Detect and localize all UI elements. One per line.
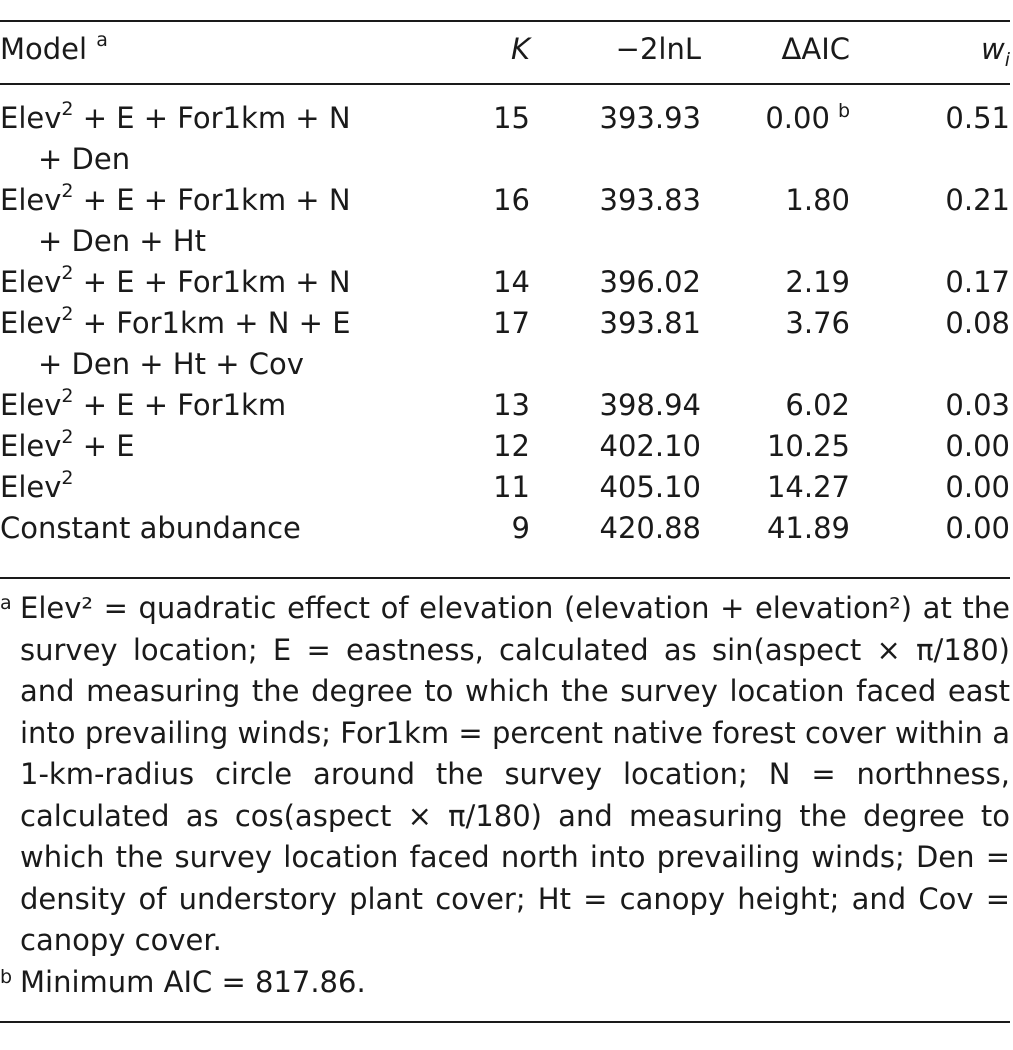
body-end-rule xyxy=(0,577,1010,579)
cell-loglik xyxy=(530,180,701,262)
header-loglik: −2lnL xyxy=(615,32,701,66)
squared-superscript: 2 xyxy=(61,180,74,203)
model-term: Elev xyxy=(0,429,62,463)
cell-delta-aic-value: 6.02 xyxy=(785,388,850,422)
model-term: Elev xyxy=(0,306,62,340)
cell-k xyxy=(460,467,530,508)
model-terms-rest: + For1km + N + E xyxy=(73,306,351,340)
cell-k xyxy=(460,385,530,426)
cell-weight xyxy=(850,303,1010,385)
table-row xyxy=(0,303,1010,385)
cell-k xyxy=(460,426,530,467)
cell-delta-aic xyxy=(701,508,850,549)
header-delta-aic: ΔAIC xyxy=(781,32,850,66)
footnote-b-text: Minimum AIC = 817.86. xyxy=(20,964,366,999)
cell-weight-value: 0.00 xyxy=(945,429,1010,463)
footnote-a xyxy=(0,588,1010,962)
cell-loglik-value: 398.94 xyxy=(599,388,701,422)
cell-k xyxy=(460,262,530,303)
cell-model xyxy=(0,262,460,303)
model-term: Elev xyxy=(0,183,62,217)
model-terms-rest: + E + For1km xyxy=(73,388,287,422)
cell-k-value: 16 xyxy=(493,183,530,217)
cell-k-value: 9 xyxy=(511,511,530,545)
header-row xyxy=(0,26,1010,78)
cell-k xyxy=(460,508,530,549)
cell-loglik xyxy=(530,303,701,385)
cell-model xyxy=(0,180,460,262)
header-model-label: Model xyxy=(0,32,88,66)
model-terms-continued: + Den xyxy=(38,142,131,176)
cell-delta-aic xyxy=(701,467,850,508)
table-row xyxy=(0,385,1010,426)
cell-weight-value: 0.00 xyxy=(945,470,1010,504)
cell-loglik xyxy=(530,426,701,467)
footnote-b-label: b xyxy=(0,965,13,988)
header-k: K xyxy=(510,32,530,66)
footnote-b xyxy=(0,962,1010,1004)
model-terms-rest: + E + For1km + N xyxy=(73,183,351,217)
model-terms-rest: + E + For1km + N xyxy=(73,265,351,299)
cell-model xyxy=(0,303,460,385)
cell-weight xyxy=(850,262,1010,303)
footnote-a-marker: a xyxy=(96,29,108,52)
cell-model xyxy=(0,467,460,508)
squared-superscript: 2 xyxy=(61,303,74,326)
cell-delta-aic xyxy=(701,180,850,262)
cell-delta-aic xyxy=(701,385,850,426)
cell-weight-value: 0.03 xyxy=(945,388,1010,422)
squared-superscript: 2 xyxy=(61,262,74,285)
model-terms-rest: + E xyxy=(73,429,135,463)
cell-weight xyxy=(850,385,1010,426)
squared-superscript: 2 xyxy=(61,426,74,449)
cell-weight-value: 0.51 xyxy=(945,101,1010,135)
cell-weight-value: 0.17 xyxy=(945,265,1010,299)
cell-k xyxy=(460,303,530,385)
footnote-a-label: a xyxy=(0,592,12,614)
cell-loglik xyxy=(530,467,701,508)
cell-model xyxy=(0,508,460,549)
table-row xyxy=(0,78,1010,180)
cell-loglik xyxy=(530,385,701,426)
cell-delta-aic xyxy=(701,426,850,467)
cell-loglik-value: 396.02 xyxy=(599,265,701,299)
table-row xyxy=(0,262,1010,303)
cell-k-value: 14 xyxy=(493,265,530,299)
cell-weight xyxy=(850,508,1010,549)
cell-model xyxy=(0,78,460,180)
cell-weight xyxy=(850,426,1010,467)
table-row xyxy=(0,426,1010,467)
cell-loglik xyxy=(530,508,701,549)
table-row xyxy=(0,180,1010,262)
cell-k-value: 13 xyxy=(493,388,530,422)
model-term: Elev xyxy=(0,388,62,422)
cell-delta-aic-value: 14.27 xyxy=(766,470,850,504)
model-terms-rest: + E + For1km + N xyxy=(73,101,351,135)
cell-loglik xyxy=(530,78,701,180)
cell-weight xyxy=(850,78,1010,180)
table-footnotes xyxy=(0,588,1010,1003)
model-term: Elev xyxy=(0,265,62,299)
table-body xyxy=(0,78,1010,549)
header-weight-base: w xyxy=(981,32,1005,66)
model-selection-table xyxy=(0,26,1010,549)
header-model xyxy=(0,26,460,78)
cell-model xyxy=(0,426,460,467)
cell-k-value: 15 xyxy=(493,101,530,135)
cell-delta-aic xyxy=(701,262,850,303)
cell-k-value: 11 xyxy=(493,470,530,504)
cell-loglik-value: 393.81 xyxy=(599,306,701,340)
cell-loglik xyxy=(530,262,701,303)
cell-delta-aic xyxy=(701,78,850,180)
cell-weight xyxy=(850,180,1010,262)
cell-delta-aic-value: 1.80 xyxy=(785,183,850,217)
cell-k-value: 12 xyxy=(493,429,530,463)
cell-weight-value: 0.08 xyxy=(945,306,1010,340)
footnote-a-text: Elev² = quadratic effect of elevation (elevation + elevation²) at the survey location; E = eastness, calculated as sin(aspect × π/180) and measuring the degree to which the survey location faced east into prevailing winds; For1km = percent native forest cover within a 1-km-radius circle around the survey location; N = northness, calculated as cos(aspect × π/180) and measuring the degree to which the survey location faced north into prevailing winds; Den = density of understory plant cover; Ht = canopy height; and Cov = canopy cover. xyxy=(20,591,1010,957)
cell-delta-aic xyxy=(701,303,850,385)
cell-delta-aic-value: 10.25 xyxy=(766,429,850,463)
cell-delta-aic-value: 2.19 xyxy=(785,265,850,299)
footnote-b-marker: b xyxy=(837,100,850,123)
cell-weight xyxy=(850,467,1010,508)
model-term: Constant abundance xyxy=(0,511,301,545)
table-row xyxy=(0,508,1010,549)
cell-model xyxy=(0,385,460,426)
cell-weight-value: 0.21 xyxy=(945,183,1010,217)
model-term: Elev xyxy=(0,470,62,504)
model-term: Elev xyxy=(0,101,62,135)
cell-delta-aic-value: 0.00 xyxy=(765,101,830,135)
cell-loglik-value: 405.10 xyxy=(599,470,701,504)
squared-superscript: 2 xyxy=(61,385,74,408)
cell-k-value: 17 xyxy=(493,306,530,340)
cell-delta-aic-value: 3.76 xyxy=(785,306,850,340)
cell-k xyxy=(460,78,530,180)
header-weight-sub: i xyxy=(1004,48,1010,71)
table-row xyxy=(0,467,1010,508)
bottom-rule xyxy=(0,1021,1010,1023)
squared-superscript: 2 xyxy=(61,98,74,121)
cell-k xyxy=(460,180,530,262)
cell-loglik-value: 420.88 xyxy=(599,511,701,545)
cell-loglik-value: 402.10 xyxy=(599,429,701,463)
top-rule xyxy=(0,20,1010,22)
cell-weight-value: 0.00 xyxy=(945,511,1010,545)
header-weight xyxy=(850,26,1010,78)
cell-loglik-value: 393.83 xyxy=(599,183,701,217)
model-terms-continued: + Den + Ht xyxy=(38,224,206,258)
cell-loglik-value: 393.93 xyxy=(599,101,701,135)
model-terms-continued: + Den + Ht + Cov xyxy=(38,347,304,381)
squared-superscript: 2 xyxy=(61,467,74,490)
cell-delta-aic-value: 41.89 xyxy=(766,511,850,545)
